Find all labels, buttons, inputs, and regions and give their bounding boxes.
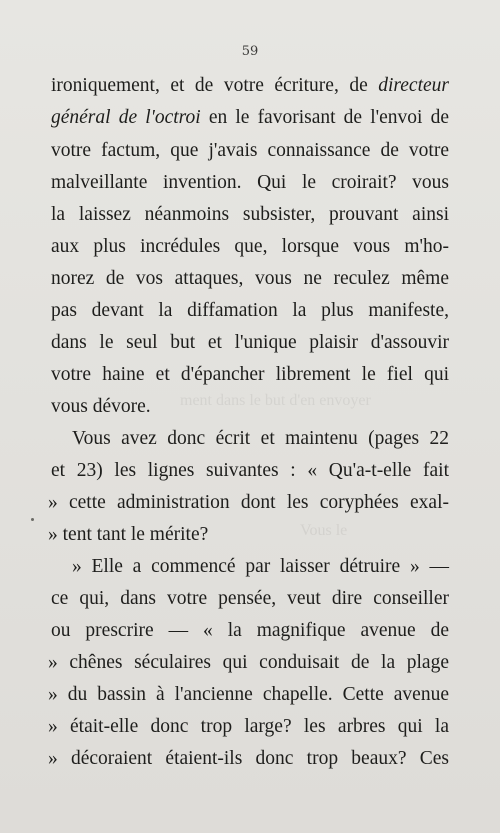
page-number: 59 [241, 44, 259, 59]
text-line: » cette administration dont les coryphées exal- [48, 492, 449, 513]
text-line: » décoraient étaient-ils donc trop beaux? Ces [48, 748, 449, 769]
text-line: » chênes séculaires qui conduisait de la plage [48, 652, 449, 673]
text-line: aux plus incrédules que, lorsque vous m'ho- [51, 236, 449, 257]
text-line: dans le seul but et l'unique plaisir d'assouvir [51, 332, 449, 353]
italic-phrase: général de l'octroi [51, 107, 201, 128]
text-line: ironiquement, et de votre écriture, de directeur [51, 75, 449, 96]
bleed-through-text: Vous le [300, 522, 348, 539]
bleed-through-text: ment dans le but d'en envoyer [180, 392, 371, 409]
text-line: » était-elle donc trop large? les arbres qui la [48, 716, 449, 737]
paper-speck [31, 518, 34, 521]
italic-phrase: directeur [378, 75, 449, 96]
text-line: malveillante invention. Qui le croirait? vous [51, 172, 449, 193]
text-line: général de l'octroi en le favorisant de l'envoi de [51, 107, 449, 128]
text-line: norez de vos attaques, vous ne reculez même [51, 268, 449, 289]
text-line: vous dévore. [51, 396, 151, 417]
text-line: ou prescrire — « la magnifique avenue de [51, 620, 449, 641]
text-line: pas devant la diffamation la plus manifeste, [51, 300, 449, 321]
text-line: Vous avez donc écrit et maintenu (pages 22 [72, 428, 449, 449]
text-line: ce qui, dans votre pensée, veut dire conseiller [51, 588, 449, 609]
text-line: » tent tant le mérite? [48, 524, 209, 545]
text-line: votre haine et d'épancher librement le fiel qui [51, 364, 449, 385]
text-line: et 23) les lignes suivantes : « Qu'a-t-elle fait [51, 460, 449, 481]
text-line: votre factum, que j'avais connaissance de votre [51, 140, 449, 161]
text-line: la laissez néanmoins subsister, prouvant ainsi [51, 204, 449, 225]
text-line: » du bassin à l'ancienne chapelle. Cette avenue [48, 684, 449, 705]
text-line: » Elle a commencé par laisser détruire » — [72, 556, 449, 577]
